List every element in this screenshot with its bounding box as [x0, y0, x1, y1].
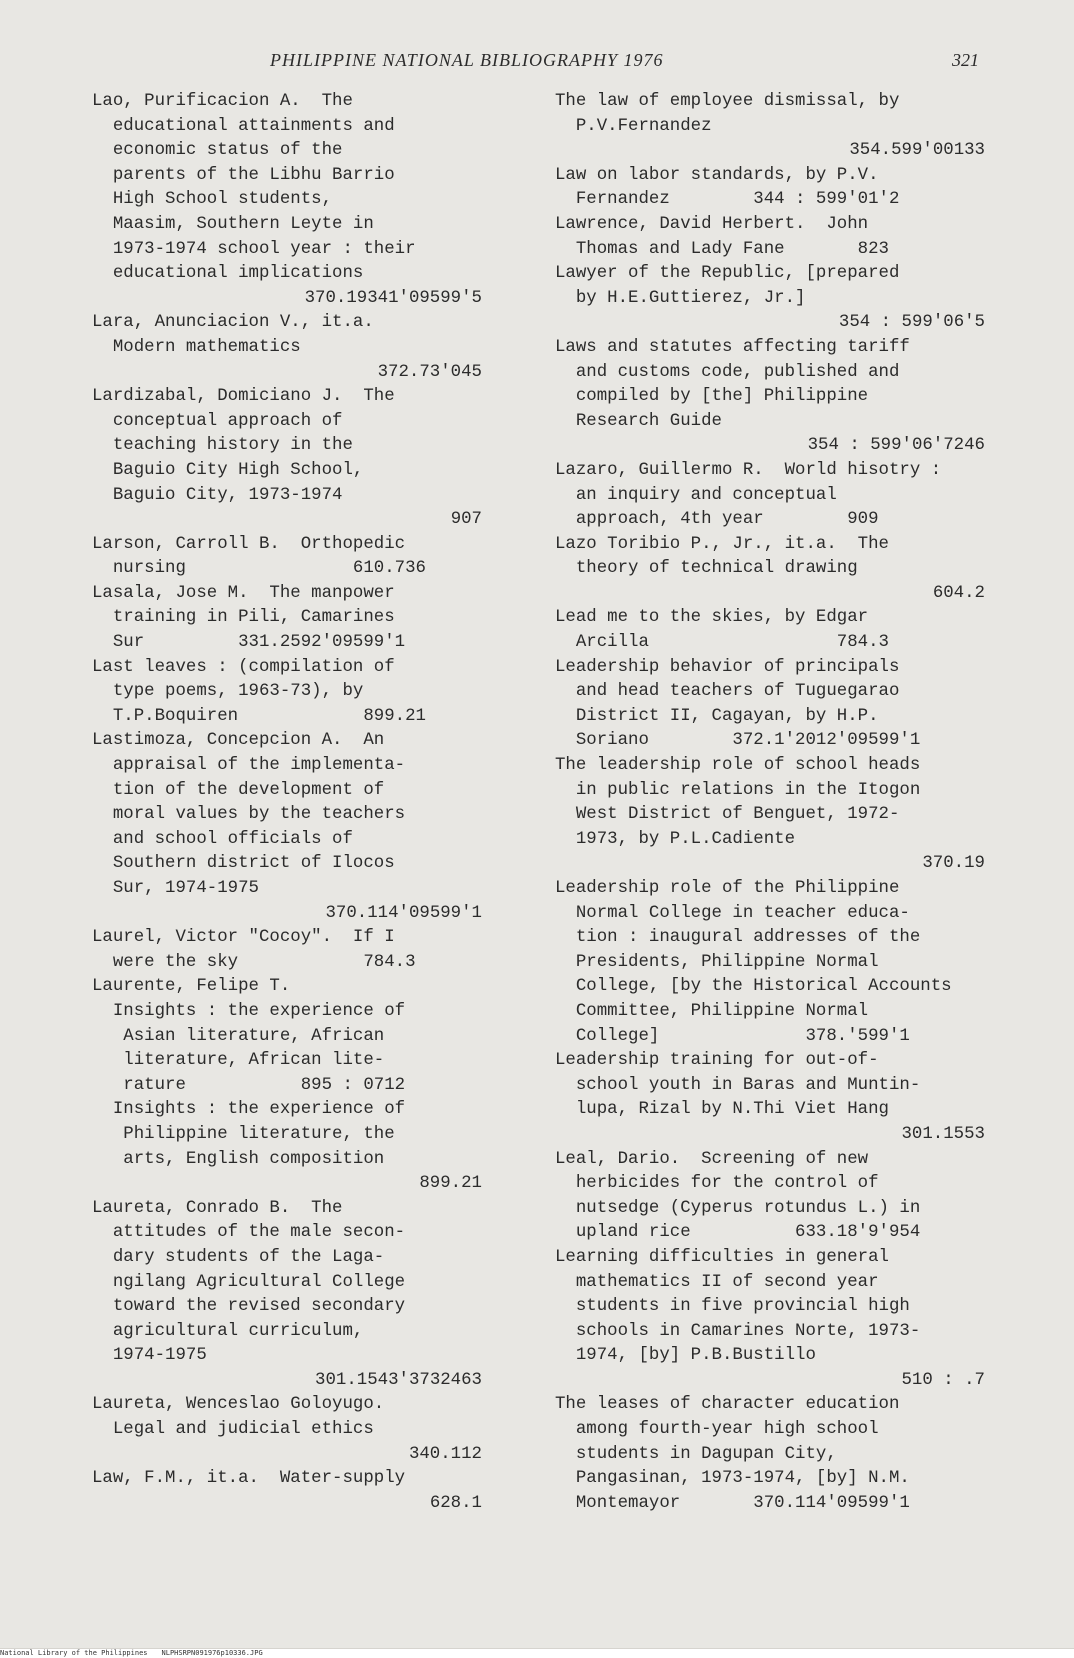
bibliography-entry — [555, 459, 1005, 533]
bibliography-entry — [92, 926, 522, 975]
entry-line: Sur 331.2592'09599'1 — [92, 633, 406, 653]
entry-line: and customs code, published and — [555, 362, 900, 382]
entry-line: Leadership behavior of principals — [555, 657, 900, 677]
entry-line: 1973, by P.L.Cadiente — [555, 829, 796, 849]
entry-line: Insights : the experience of — [92, 1001, 406, 1021]
footer-library: National Library of the Philippines — [0, 1649, 148, 1657]
entry-line: Insights : the experience of — [92, 1100, 406, 1120]
bibliography-entry — [92, 729, 522, 926]
classification-number: 372.73'045 — [377, 362, 482, 382]
entry-line: school youth in Baras and Muntin- — [555, 1075, 921, 1095]
entry-line: Leadership role of the Philippine — [555, 879, 900, 898]
entry-line: tion of the development of — [92, 780, 385, 800]
entry-line: arts, English composition — [92, 1149, 385, 1169]
entry-line: and head teachers of Tuguegarao — [555, 682, 900, 702]
bibliography-entry — [92, 1467, 522, 1516]
entry-line: Fernandez 344 : 599'01'2 — [555, 190, 900, 210]
running-header-title: PHILIPPINE NATIONAL BIBLIOGRAPHY 1976 — [270, 50, 664, 70]
entry-line: Laureta, Conrado B. The — [92, 1198, 343, 1218]
entry-line: Presidents, Philippine Normal — [555, 952, 879, 972]
bibliography-entry — [555, 1246, 1005, 1394]
entry-line: and school officials of — [92, 829, 353, 849]
classification-number: 354.599'00133 — [849, 141, 985, 161]
bibliography-entry — [555, 1393, 1005, 1516]
entry-line: Lardizabal, Domiciano J. The — [92, 387, 395, 407]
footer-file: NLPHSRPN091976p10336.JPG — [161, 1649, 263, 1657]
entry-line: Lead me to the skies, by Edgar — [555, 608, 869, 628]
entry-line: herbicides for the control of — [555, 1174, 879, 1194]
entry-line: rature 895 : 0712 — [92, 1075, 406, 1095]
entry-line: Lasala, Jose M. The manpower — [92, 583, 395, 603]
entry-line: approach, 4th year 909 — [555, 510, 879, 530]
entry-line: educational implications — [92, 264, 364, 284]
entry-line: 1974, [by] P.B.Bustillo — [555, 1346, 816, 1366]
entry-line: Lawyer of the Republic, [prepared — [555, 264, 900, 284]
left-column — [92, 90, 522, 1516]
entry-line: Committee, Philippine Normal — [555, 1001, 869, 1021]
entry-line: an inquiry and conceptual — [555, 485, 837, 505]
bibliography-entry — [555, 213, 1005, 262]
entry-line: T.P.Boquiren 899.21 — [92, 706, 426, 726]
bibliography-entry — [92, 656, 522, 730]
classification-number: 907 — [450, 510, 482, 530]
entry-line: Laurente, Felipe T. — [92, 977, 291, 997]
entry-line: Pangasinan, 1973-1974, [by] N.M. — [555, 1469, 910, 1489]
classification-number: 628.1 — [429, 1493, 482, 1513]
bibliography-entry — [92, 975, 522, 1196]
classification-number: 354 : 599'06'7246 — [807, 436, 985, 456]
bibliography-entry — [555, 656, 1005, 754]
entry-line: Lazo Toribio P., Jr., it.a. The — [555, 534, 889, 554]
classification-number: 354 : 599'06'5 — [838, 313, 985, 333]
entry-line: were the sky 784.3 — [92, 952, 416, 972]
entry-line: Philippine literature, the — [92, 1124, 395, 1144]
bibliography-entry — [92, 385, 522, 533]
entry-line: Arcilla 784.3 — [555, 633, 889, 653]
entry-line: mathematics II of second year — [555, 1272, 879, 1292]
entry-line: conceptual approach of — [92, 411, 343, 431]
entry-line: attitudes of the male secon- — [92, 1223, 406, 1243]
right-column — [555, 90, 1005, 1516]
entry-line: Laws and statutes affecting tariff — [555, 337, 910, 357]
entry-line: Sur, 1974-1975 — [92, 879, 259, 898]
page-number: 321 — [952, 50, 979, 70]
entry-line: tion : inaugural addresses of the — [555, 928, 921, 948]
bibliography-entry — [555, 336, 1005, 459]
bibliography-entry — [92, 1197, 522, 1394]
entry-line: Laureta, Wenceslao Goloyugo. — [92, 1395, 385, 1415]
classification-number: 370.19341'09599'5 — [304, 288, 482, 308]
entry-line: type poems, 1963-73), by — [92, 682, 364, 702]
bibliography-entry — [555, 533, 1005, 607]
bibliography-entry — [92, 533, 522, 582]
entry-line: ngilang Agricultural College — [92, 1272, 406, 1292]
entry-line: students in five provincial high — [555, 1297, 910, 1317]
entry-line: Montemayor 370.114'09599'1 — [555, 1493, 910, 1513]
entry-line: parents of the Libhu Barrio — [92, 165, 395, 185]
entry-line: upland rice 633.18'9'954 — [555, 1223, 921, 1243]
entry-line: educational attainments and — [92, 116, 395, 136]
entry-line: economic status of the — [92, 141, 343, 161]
entry-line: Last leaves : (compilation of — [92, 657, 395, 677]
entry-line: among fourth-year high school — [555, 1420, 879, 1440]
entry-line: moral values by the teachers — [92, 805, 406, 825]
entry-line: literature, African lite- — [92, 1051, 385, 1071]
entry-line: Maasim, Southern Leyte in — [92, 214, 374, 234]
entry-line: Southern district of Ilocos — [92, 854, 395, 874]
entry-line: appraisal of the implementa- — [92, 756, 406, 776]
bibliography-entry — [92, 1393, 522, 1467]
entry-line: Learning difficulties in general — [555, 1247, 889, 1267]
entry-line: by H.E.Guttierez, Jr.] — [555, 288, 806, 308]
classification-number: 301.1553 — [901, 1124, 985, 1144]
classification-number: 370.19 — [922, 854, 985, 874]
entry-line: Soriano 372.1'2012'09599'1 — [555, 731, 921, 751]
entry-line: High School students, — [92, 190, 333, 210]
bibliography-entry — [555, 1049, 1005, 1147]
entry-line: The leadership role of school heads — [555, 756, 921, 776]
classification-number: 604.2 — [932, 583, 985, 603]
entry-line: The leases of character education — [555, 1395, 900, 1415]
scan-footer — [0, 1649, 1074, 1658]
entry-line: Lazaro, Guillermo R. World hisotry : — [555, 460, 942, 480]
entry-line: Lao, Purificacion A. The — [92, 92, 353, 111]
entry-line: Larson, Carroll B. Orthopedic — [92, 534, 406, 554]
entry-line: dary students of the Laga- — [92, 1247, 385, 1267]
entry-line: Law on labor standards, by P.V. — [555, 165, 879, 185]
entry-line: Research Guide — [555, 411, 722, 431]
entry-line: Law, F.M., it.a. Water-supply — [92, 1469, 406, 1489]
entry-line: Legal and judicial ethics — [92, 1420, 374, 1440]
bibliography-entry — [555, 1148, 1005, 1246]
bibliography-entry — [555, 262, 1005, 336]
entry-line: Baguio City, 1973-1974 — [92, 485, 343, 505]
bibliography-entry — [555, 164, 1005, 213]
entry-line: theory of technical drawing — [555, 559, 858, 579]
entry-line: Baguio City High School, — [92, 460, 364, 480]
entry-line: lupa, Rizal by N.Thi Viet Hang — [555, 1100, 889, 1120]
classification-number: 510 : .7 — [901, 1370, 985, 1390]
entry-line: Lastimoza, Concepcion A. An — [92, 731, 385, 751]
entry-line: Laurel, Victor "Cocoy". If I — [92, 928, 395, 948]
entry-line: 1973-1974 school year : their — [92, 239, 416, 259]
entry-line: in public relations in the Itogon — [555, 780, 921, 800]
entry-line: schools in Camarines Norte, 1973- — [555, 1321, 921, 1341]
entry-line: West District of Benguet, 1972- — [555, 805, 900, 825]
entry-line: students in Dagupan City, — [555, 1444, 837, 1464]
entry-line: College, [by the Historical Accounts — [555, 977, 952, 997]
entry-line: District II, Cagayan, by H.P. — [555, 706, 879, 726]
classification-number: 370.114'09599'1 — [325, 903, 482, 923]
classification-number: 301.1543'3732463 — [315, 1370, 482, 1390]
bibliography-entry — [92, 90, 522, 311]
entry-line: Leal, Dario. Screening of new — [555, 1149, 869, 1169]
bibliography-entry — [555, 606, 1005, 655]
entry-line: training in Pili, Camarines — [92, 608, 395, 628]
entry-line: Modern mathematics — [92, 337, 301, 357]
entry-line: The law of employee dismissal, by — [555, 92, 900, 111]
bibliography-entry — [92, 311, 522, 385]
classification-number: 899.21 — [419, 1174, 482, 1194]
entry-line: compiled by [the] Philippine — [555, 387, 869, 407]
entry-line: P.V.Fernandez — [555, 116, 712, 136]
entry-line: College] 378.'599'1 — [555, 1026, 910, 1046]
bibliography-entry — [555, 877, 1005, 1049]
bibliography-entry — [92, 582, 522, 656]
bibliography-entry — [555, 754, 1005, 877]
entry-line: Normal College in teacher educa- — [555, 903, 910, 923]
entry-line: Lawrence, David Herbert. John — [555, 214, 869, 234]
entry-line: Lara, Anunciacion V., it.a. — [92, 313, 374, 333]
entry-line: agricultural curriculum, — [92, 1321, 364, 1341]
entry-line: nursing 610.736 — [92, 559, 426, 579]
entry-line: nutsedge (Cyperus rotundus L.) in — [555, 1198, 921, 1218]
entry-line: toward the revised secondary — [92, 1297, 406, 1317]
entry-line: Asian literature, African — [92, 1026, 385, 1046]
entry-line: Leadership training for out-of- — [555, 1051, 879, 1071]
classification-number: 340.112 — [408, 1444, 482, 1464]
entry-line: 1974-1975 — [92, 1346, 207, 1366]
entry-line: Thomas and Lady Fane 823 — [555, 239, 889, 259]
bibliography-entry — [555, 90, 1005, 164]
entry-line: teaching history in the — [92, 436, 353, 456]
